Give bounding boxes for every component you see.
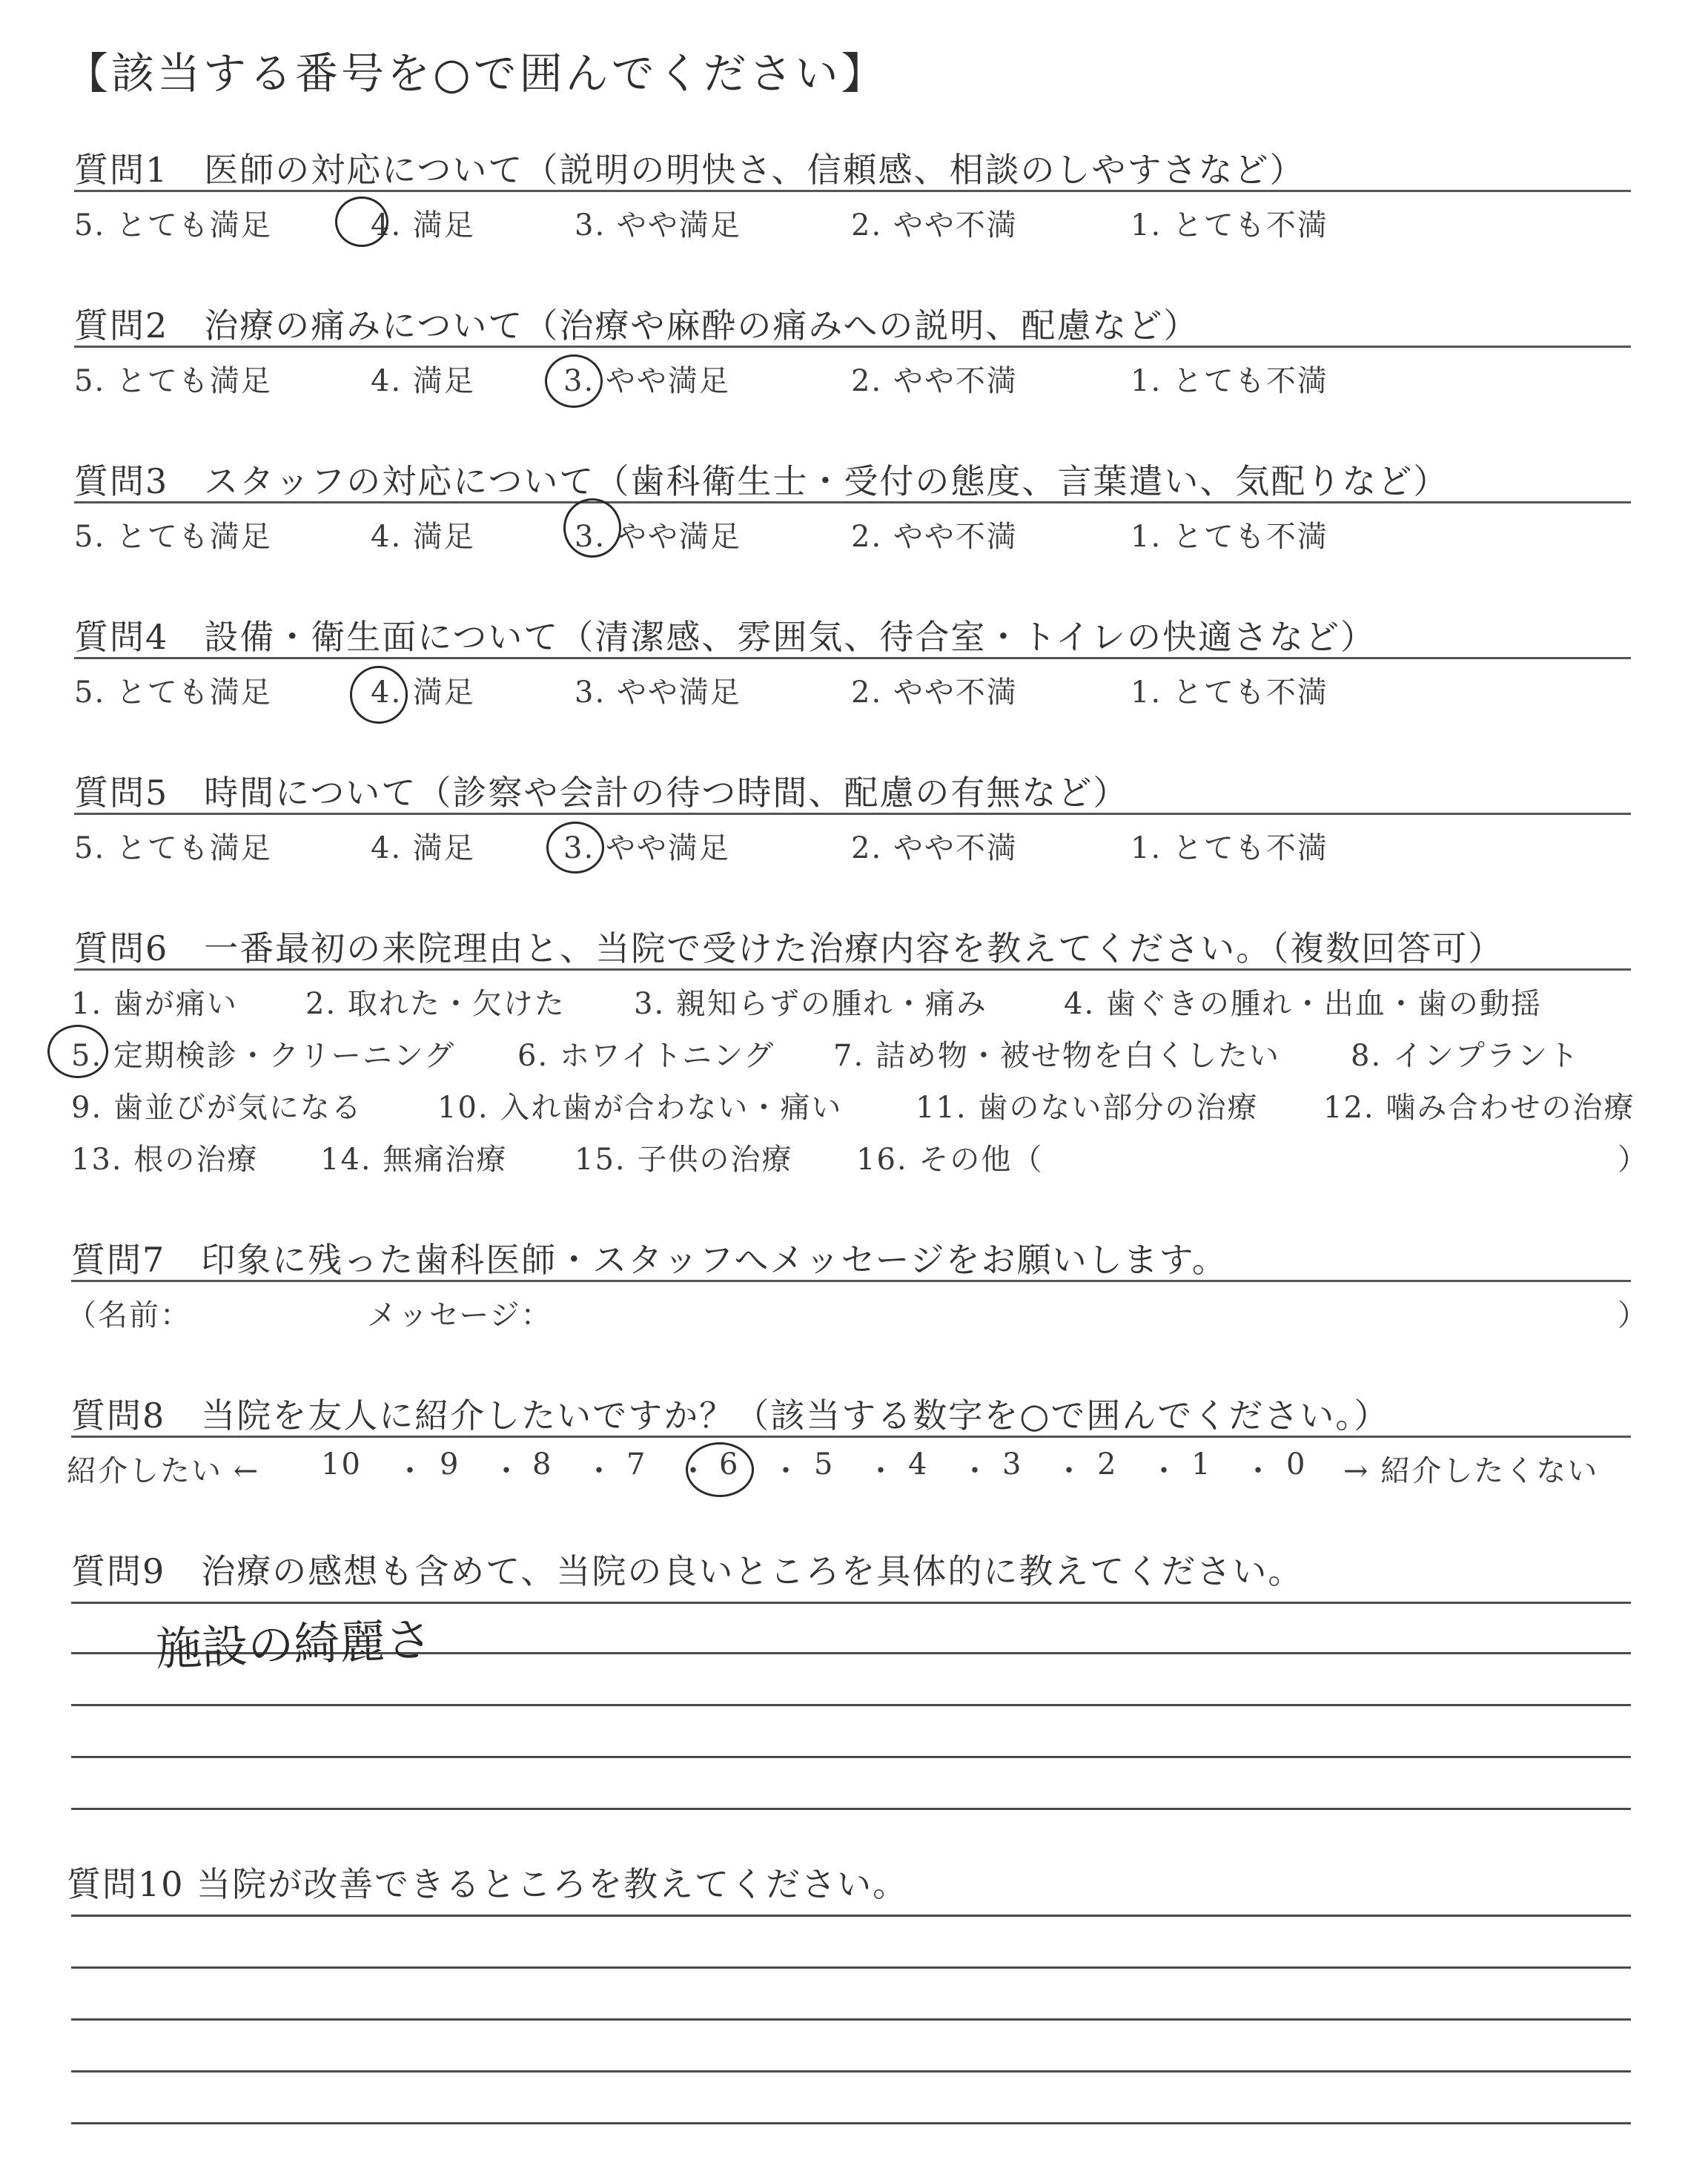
question-3-title: 質問3 スタッフの対応について（歯科衛生士・受付の態度、言葉遣い、気配りなど）	[74, 461, 1449, 501]
scale-separator: ・	[866, 1454, 897, 1488]
question-7-title: 質問7 印象に残った歯科医師・スタッフへメッセージをお願いします。	[71, 1240, 1228, 1280]
answer-line	[71, 1915, 1631, 1917]
q1-option-3[interactable]: 3. やや満足	[575, 208, 741, 242]
selection-circle	[545, 354, 603, 408]
q2-option-4[interactable]: 4. 満足	[371, 364, 475, 398]
q6-option-14[interactable]: 14. 無痛治療	[320, 1143, 508, 1177]
scale-separator: ・	[960, 1454, 991, 1488]
scale-separator: ・	[678, 1454, 709, 1488]
divider	[74, 501, 1631, 503]
divider	[71, 1280, 1631, 1282]
question-8-title: 質問8 当院を友人に紹介したいですか？（該当する数字を○で囲んでください。）	[71, 1396, 1390, 1436]
selection-circle	[47, 1025, 108, 1078]
q1-option-1[interactable]: 1. とても不満	[1131, 208, 1328, 242]
q6-option-1[interactable]: 1. 歯が痛い	[71, 987, 238, 1021]
q5-option-3[interactable]: 3. やや満足	[563, 831, 730, 865]
selection-circle	[546, 822, 604, 873]
q6-option-4[interactable]: 4. 歯ぐきの腫れ・出血・歯の動揺	[1064, 987, 1542, 1021]
q1-option-5[interactable]: 5. とても満足	[74, 208, 272, 242]
answer-line	[71, 2070, 1631, 2073]
q7-close: ）	[1618, 1298, 1649, 1332]
q6-option-11[interactable]: 11. 歯のない部分の治療	[916, 1091, 1259, 1125]
scale-separator: ・	[395, 1454, 426, 1488]
q4-option-2[interactable]: 2. やや不満	[851, 676, 1018, 710]
q8-score-7[interactable]: 7	[626, 1447, 647, 1482]
question-1-title: 質問1 医師の対応について（説明の明快さ、信頼感、相談のしやすさなど）	[74, 150, 1305, 190]
question-6-title: 質問6 一番最初の来院理由と、当院で受けた治療内容を教えてください。（複数回答可）	[74, 928, 1504, 968]
q6-option-8[interactable]: 8. インプラント	[1351, 1039, 1580, 1073]
page-title: 【該当する番号を○で囲んでください】	[65, 48, 887, 99]
q6-option-13[interactable]: 13. 根の治療	[71, 1143, 259, 1177]
q4-option-3[interactable]: 3. やや満足	[575, 676, 741, 710]
q6-option-2[interactable]: 2. 取れた・欠けた	[305, 987, 566, 1021]
q9-handwritten-answer: 施設の綺麗さ	[155, 1612, 433, 1677]
q2-option-2[interactable]: 2. やや不満	[851, 364, 1018, 398]
q8-score-6[interactable]: 6	[719, 1447, 740, 1482]
q3-option-1[interactable]: 1. とても不満	[1131, 520, 1328, 554]
scale-separator: ・	[771, 1454, 802, 1488]
q8-score-3[interactable]: 3	[1002, 1447, 1023, 1482]
scale-separator: ・	[584, 1454, 615, 1488]
divider	[74, 968, 1631, 971]
question-10-title: 質問10 当院が改善できるところを教えてください。	[67, 1864, 909, 1904]
q4-option-1[interactable]: 1. とても不満	[1131, 676, 1328, 710]
question-4-title: 質問4 設備・衛生面について（清潔感、雰囲気、待合室・トイレの快適さなど）	[74, 617, 1377, 657]
q6-option-7[interactable]: 7. 詰め物・被せ物を白くしたい	[833, 1039, 1280, 1073]
question-5-title: 質問5 時間について（診察や会計の待つ時間、配慮の有無など）	[74, 773, 1129, 813]
q7-message-label: メッセージ：	[367, 1298, 552, 1332]
answer-line	[71, 1966, 1631, 1969]
q6-option-3[interactable]: 3. 親知らずの腫れ・痛み	[634, 987, 987, 1021]
scale-separator: ・	[491, 1454, 523, 1488]
q5-option-2[interactable]: 2. やや不満	[851, 831, 1018, 865]
q5-option-1[interactable]: 1. とても不満	[1131, 831, 1328, 865]
q8-score-1[interactable]: 1	[1191, 1447, 1212, 1482]
scale-separator: ・	[1149, 1454, 1180, 1488]
q8-left-label: 紹介したい ←	[67, 1454, 260, 1488]
answer-line	[71, 2122, 1631, 2124]
q6-option-9[interactable]: 9. 歯並びが気になる	[71, 1091, 363, 1125]
answer-line	[71, 2018, 1631, 2021]
q6-option-5[interactable]: 5. 定期検診・クリーニング	[71, 1039, 456, 1073]
q6-option-10[interactable]: 10. 入れ歯が合わない・痛い	[437, 1091, 843, 1125]
q3-option-5[interactable]: 5. とても満足	[74, 520, 272, 554]
question-9-title: 質問9 治療の感想も含めて、当院の良いところを具体的に教えてください。	[71, 1551, 1304, 1591]
q8-score-9[interactable]: 9	[440, 1447, 460, 1482]
q5-option-4[interactable]: 4. 満足	[371, 831, 475, 865]
q6-option-16-close: ）	[1618, 1143, 1649, 1177]
divider	[74, 657, 1631, 659]
q1-option-2[interactable]: 2. やや不満	[851, 208, 1018, 242]
q8-score-4[interactable]: 4	[908, 1447, 929, 1482]
answer-line	[71, 1808, 1631, 1810]
q1-option-4[interactable]: 4. 満足	[371, 208, 475, 242]
divider	[74, 346, 1631, 348]
q8-score-8[interactable]: 8	[532, 1447, 553, 1482]
divider	[74, 813, 1631, 815]
q2-option-5[interactable]: 5. とても満足	[74, 364, 272, 398]
answer-line	[71, 1756, 1631, 1758]
q2-option-3[interactable]: 3. やや満足	[563, 364, 730, 398]
q6-option-16[interactable]: 16. その他（	[856, 1143, 1044, 1177]
selection-circle	[350, 666, 408, 724]
q8-score-5[interactable]: 5	[814, 1447, 835, 1482]
q2-option-1[interactable]: 1. とても不満	[1131, 364, 1328, 398]
q6-option-12[interactable]: 12. 噛み合わせの治療	[1323, 1091, 1635, 1125]
q7-name-label: （名前：	[67, 1298, 191, 1332]
selection-circle	[563, 498, 621, 558]
q3-option-4[interactable]: 4. 満足	[371, 520, 475, 554]
scale-separator: ・	[1054, 1454, 1085, 1488]
q3-option-2[interactable]: 2. やや不満	[851, 520, 1018, 554]
selection-circle	[686, 1442, 754, 1497]
q8-score-2[interactable]: 2	[1097, 1447, 1118, 1482]
q6-option-6[interactable]: 6. ホワイトニング	[517, 1039, 775, 1073]
divider	[74, 190, 1631, 192]
divider	[71, 1436, 1631, 1438]
q4-option-5[interactable]: 5. とても満足	[74, 676, 272, 710]
q8-right-label: → 紹介したくない	[1343, 1454, 1599, 1488]
question-2-title: 質問2 治療の痛みについて（治療や麻酔の痛みへの説明、配慮など）	[74, 305, 1199, 346]
answer-line	[71, 1704, 1631, 1706]
q5-option-5[interactable]: 5. とても満足	[74, 831, 272, 865]
answer-line	[71, 1602, 1631, 1604]
selection-circle	[335, 196, 388, 247]
scale-separator: ・	[1243, 1454, 1274, 1488]
q8-score-10[interactable]: 10	[321, 1447, 362, 1482]
q6-option-15[interactable]: 15. 子供の治療	[575, 1143, 793, 1177]
q8-score-0[interactable]: 0	[1286, 1447, 1307, 1482]
q4-option-4[interactable]: 4. 満足	[371, 676, 475, 710]
q3-option-3[interactable]: 3. やや満足	[575, 520, 741, 554]
